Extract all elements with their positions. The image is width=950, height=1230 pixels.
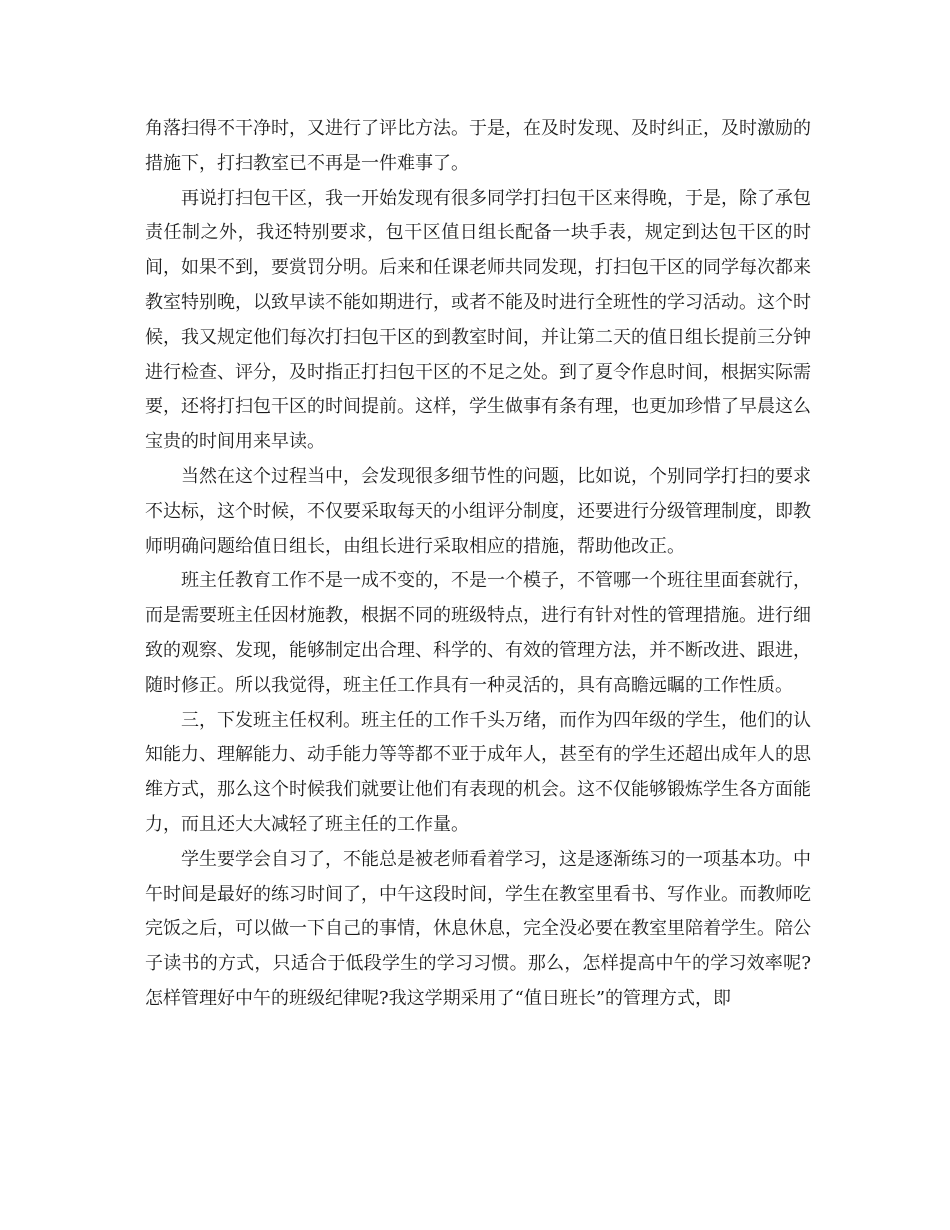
paragraph-4: 班主任教育工作不是一成不变的，不是一个模子，不管哪一个班往里面套就行，而是需要班主任因材施教，根据不同的班级特点，进行有针对性的管理措施。进行细致的观察、发现，能够制定出合理、科学的、有效的管理方法，并不断改进、跟进，随时修正。所以我觉得，班主任工作具有一种灵活的，具有高瞻远瞩的工作性质。 — [145, 570, 811, 696]
paragraph-5: 三，下发班主任权利。班主任的工作千头万绪，而作为四年级的学生，他们的认知能力、理解能力、动手能力等等都不亚于成年人，甚至有的学生还超出成年人的思维方式，那么这个时候我们就要让他们有表现的机会。这不仅能够锻炼学生各方面能力，而且还大大减轻了班主任的工作量。 — [145, 709, 811, 835]
paragraph-1: 角落扫得不干净时，又进行了评比方法。于是，在及时发现、及时纠正，及时激励的措施下，打扫教室已不再是一件难事了。 — [145, 118, 811, 174]
paragraph-2: 再说打扫包干区，我一开始发现有很多同学打扫包干区来得晚，于是，除了承包责任制之外，我还特别要求，包干区值日组长配备一块手表，规定到达包干区的时间，如果不到，要赏罚分明。后来和任课老师共同发现，打扫包干区的同学每次都来教室特别晚，以致早读不能如期进行，或者不能及时进行全班性的学习活动。这个时候，我又规定他们每次打扫包干区的到教室时间，并让第二天的值日组长提前三分钟进行检查、评分，及时指正打扫包干区的不足之处。到了夏令作息时间，根据实际需要，还将打扫包干区的时间提前。这样，学生做事有条有理，也更加珍惜了早晨这么宝贵的时间用来早读。 — [145, 187, 811, 453]
document-body — [145, 112, 811, 1017]
paragraph-6: 学生要学会自习了，不能总是被老师看着学习，这是逐渐练习的一项基本功。中午时间是最好的练习时间了，中午这段时间，学生在教室里看书、写作业。而教师吃完饭之后，可以做一下自己的事情，休息休息，完全没必要在教室里陪着学生。陪公子读书的方式，只适合于低段学生的学习习惯。那么，怎样提高中午的学习效率呢?怎样管理好中午的班级纪律呢?我这学期采用了“值日班长”的管理方式，即 — [145, 848, 811, 1009]
paragraph-3: 当然在这个过程当中，会发现很多细节性的问题，比如说，个别同学打扫的要求不达标，这个时候，不仅要采取每天的小组评分制度，还要进行分级管理制度，即教师明确问题给值日组长，由组长进行采取相应的措施，帮助他改正。 — [145, 465, 811, 557]
